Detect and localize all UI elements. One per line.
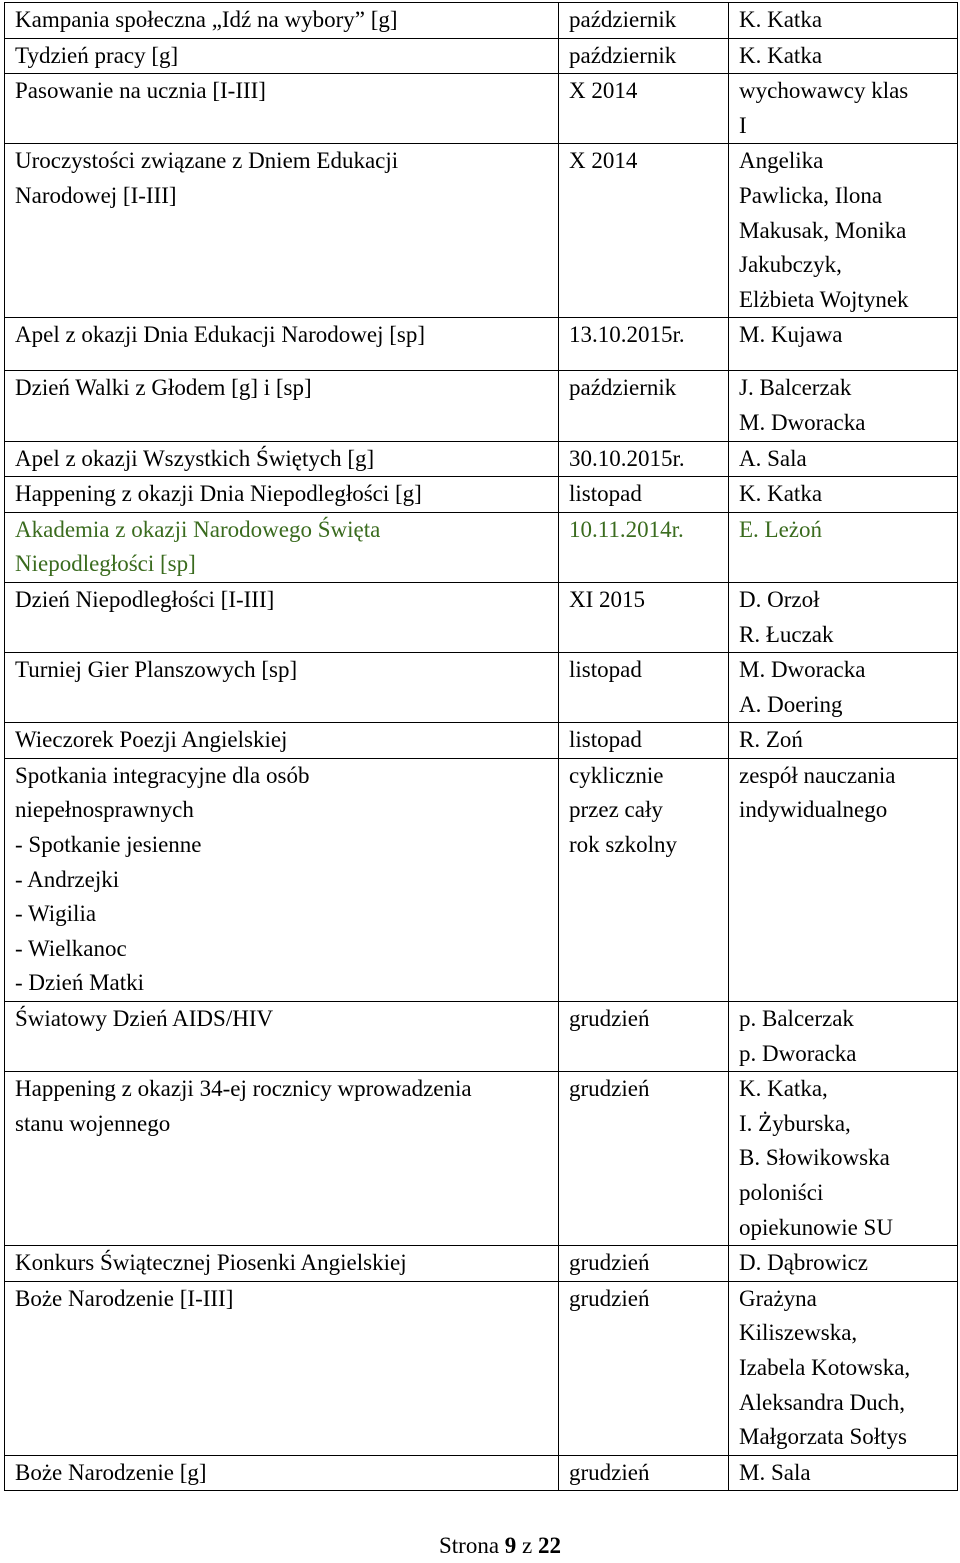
event-cell: Boże Narodzenie [I-III] [5,1281,559,1455]
date-cell: grudzień [559,1002,729,1072]
person-cell: M. Dworacka A. Doering [729,653,958,723]
event-cell: Turniej Gier Planszowych [sp] [5,653,559,723]
event-cell: Światowy Dzień AIDS/HIV [5,1002,559,1072]
date-cell: 13.10.2015r. [559,318,729,371]
person-cell: Angelika Pawlicka, Ilona Makusak, Monika Jakubczyk, Elżbieta Wojtynek [729,144,958,318]
table-row [5,144,958,318]
date-cell: X 2014 [559,144,729,318]
person-cell: J. Balcerzak M. Dworacka [729,371,958,441]
person-cell: p. Balcerzak p. Dworacka [729,1002,958,1072]
date-cell: 30.10.2015r. [559,441,729,477]
event-cell: Dzień Niepodległości [I-III] [5,582,559,652]
current-page-number: 9 [504,1533,517,1558]
person-cell: D. Orzoł R. Łuczak [729,582,958,652]
person-cell: zespół nauczania indywidualnego [729,758,958,1001]
event-cell: Konkurs Świątecznej Piosenki Angielskiej [5,1246,559,1282]
event-cell: Wieczorek Poezji Angielskiej [5,723,559,759]
event-cell: Pasowanie na ucznia [I-III] [5,74,559,144]
table-row [5,74,958,144]
table-row [5,1246,958,1282]
person-cell: M. Sala [729,1455,958,1491]
table-row [5,1455,958,1491]
event-cell: Happening z okazji Dnia Niepodległości [g] [5,477,559,513]
event-cell: Apel z okazji Wszystkich Świętych [g] [5,441,559,477]
person-cell: R. Zoń [729,723,958,759]
event-cell: Kampania społeczna „Idź na wybory” [g] [5,3,559,39]
event-cell: Happening z okazji 34-ej rocznicy wprowadzenia stanu wojennego [5,1072,559,1246]
table-row [5,477,958,513]
date-cell: X 2014 [559,74,729,144]
page-of-label: z [522,1533,533,1558]
table-row [5,723,958,759]
person-cell: K. Katka [729,3,958,39]
page-number-footer [0,1529,960,1563]
table-row [5,441,958,477]
event-cell: Tydzień pracy [g] [5,38,559,74]
table-row [5,653,958,723]
person-cell: E. Leżoń [729,512,958,582]
person-cell: K. Katka, I. Żyburska, B. Słowikowska poloniści opiekunowie SU [729,1072,958,1246]
date-cell: 10.11.2014r. [559,512,729,582]
date-cell: październik [559,3,729,39]
table-row [5,582,958,652]
event-cell: Boże Narodzenie [g] [5,1455,559,1491]
date-cell: XI 2015 [559,582,729,652]
date-cell: grudzień [559,1246,729,1282]
table-row [5,3,958,39]
event-cell: Uroczystości związane z Dniem Edukacji Narodowej [I-III] [5,144,559,318]
event-cell: Dzień Walki z Głodem [g] i [sp] [5,371,559,441]
person-cell: M. Kujawa [729,318,958,371]
table-row [5,512,958,582]
total-pages-number: 22 [538,1533,562,1558]
table-row [5,371,958,441]
person-cell: K. Katka [729,477,958,513]
person-cell: K. Katka [729,38,958,74]
date-cell: listopad [559,477,729,513]
date-cell: cyklicznie przez cały rok szkolny [559,758,729,1001]
person-cell: Grażyna Kiliszewska, Izabela Kotowska, Aleksandra Duch, Małgorzata Sołtys [729,1281,958,1455]
date-cell: listopad [559,653,729,723]
date-cell: listopad [559,723,729,759]
date-cell: październik [559,38,729,74]
page-label: Strona [438,1533,500,1558]
event-cell: Akademia z okazji Narodowego Święta Niepodległości [sp] [5,512,559,582]
date-cell: grudzień [559,1281,729,1455]
event-cell: Apel z okazji Dnia Edukacji Narodowej [sp] [5,318,559,371]
event-cell: Spotkania integracyjne dla osób niepełnosprawnych - Spotkanie jesienne - Andrzejki - Wigilia - Wielkanoc - Dzień Matki [5,758,559,1001]
table-row [5,1072,958,1246]
table-row [5,1281,958,1455]
date-cell: grudzień [559,1072,729,1246]
table-row [5,1002,958,1072]
date-cell: grudzień [559,1455,729,1491]
date-cell: październik [559,371,729,441]
person-cell: D. Dąbrowicz [729,1246,958,1282]
person-cell: A. Sala [729,441,958,477]
table-row [5,758,958,1001]
events-table [4,2,958,1491]
table-row [5,38,958,74]
table-row [5,318,958,371]
person-cell: wychowawcy klas I [729,74,958,144]
